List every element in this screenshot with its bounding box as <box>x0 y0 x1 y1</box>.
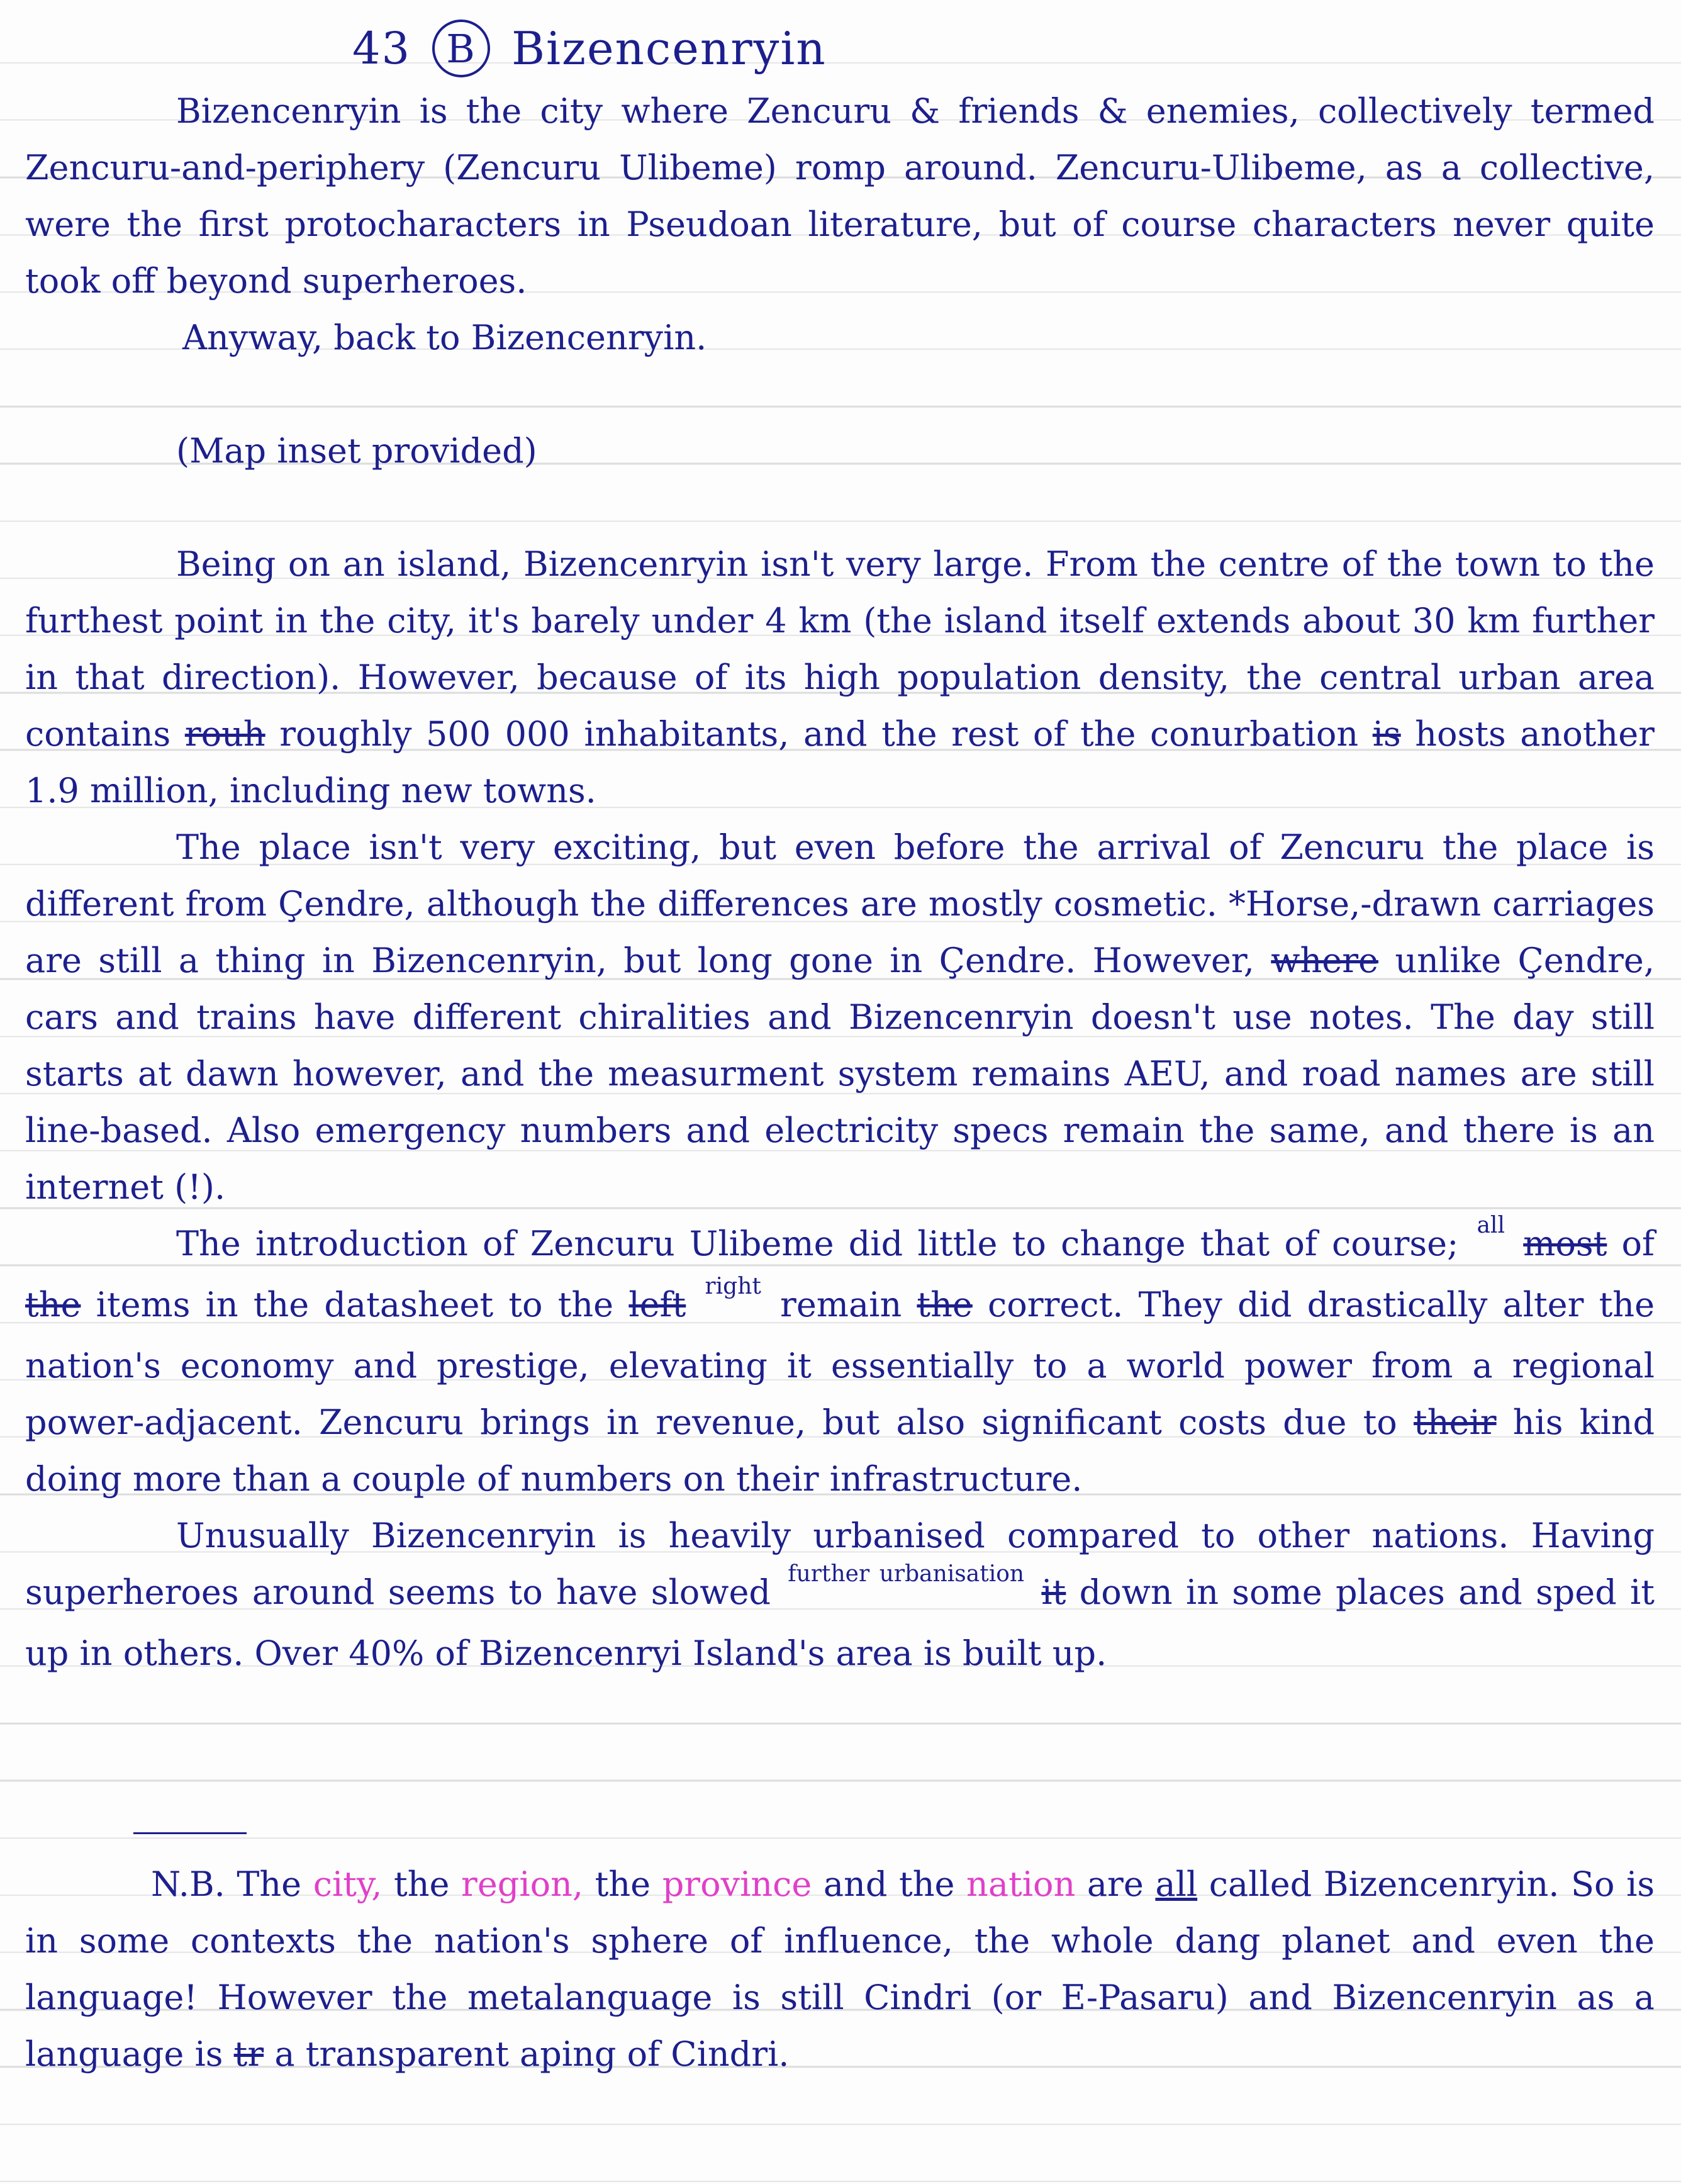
nb-the: the <box>595 1864 651 1904</box>
nb-and-the: and the <box>823 1864 955 1904</box>
footnote-divider <box>133 1832 247 1834</box>
intro-text-e: correct. They did drastically alter the nation's economy and prestige, elevating it essentially to a world power from a regional power-adjacent. Zencuru brings in revenue, but also significant costs due to <box>25 1285 1655 1442</box>
island-text-a: Being on an island, Bizencenryin isn't very large. From the centre of the town to the furthest point in the city, it's barely under 4 km (the island itself extends about 30 km further in that direction). However, because of its high population density, the central urban area contains <box>25 544 1655 754</box>
highlight-nation: nation <box>966 1864 1076 1904</box>
footnote-paragraph <box>25 1856 1655 2083</box>
struck-word: tr <box>233 2034 264 2074</box>
intro-text-c: items in the datasheet to the <box>96 1285 614 1324</box>
nb-are: are <box>1086 1864 1144 1904</box>
urban-text-b: down in some places and sped it up in others. Over 40% of Bizencenryi Island's area is built up. <box>25 1572 1655 1673</box>
spacer <box>25 366 1655 423</box>
paragraph-anyway: Anyway, back to Bizencenryin. <box>182 318 707 357</box>
struck-word: left <box>628 1285 686 1324</box>
place-text-b: unlike Çendre, cars and trains have different chiralities and Bizencenryin doesn't use notes. The day still starts at dawn however, and the measurment system remains AEU, and road names are still line-based. Also emergency numbers and electricity specs remain the same, and there is an internet (!). <box>25 941 1655 1207</box>
intro-text-b: of <box>1621 1224 1655 1263</box>
footnote <box>25 1856 1655 2083</box>
struck-word: it <box>1041 1572 1066 1612</box>
nb-label: N.B. The <box>151 1864 302 1904</box>
struck-word: the <box>917 1285 973 1324</box>
insertion-further-urbanisation: further urbanisation <box>788 1561 1025 1587</box>
place-text-a: The place isn't very exciting, but even before the arrival of Zencuru the place is different from Çendre, although the differences are mostly cosmetic. *Horse,-drawn carriages are still a thing in Bizencenryin, but long gone in Çendre. However, <box>25 827 1655 980</box>
intro-text-a: The introduction of Zencuru Ulibeme did little to change that of course; <box>176 1224 1459 1263</box>
intro-text-d: remain <box>780 1285 902 1324</box>
paragraph-place <box>25 819 1655 1216</box>
intro-text-f: his kind doing more than a couple of numbers on their infrastructure. <box>25 1403 1655 1499</box>
page-number: 43 <box>352 23 411 74</box>
body-text <box>25 83 1655 1682</box>
island-text-c: hosts another 1.9 million, including new towns. <box>25 714 1655 810</box>
struck-word: their <box>1414 1403 1497 1442</box>
highlight-city: city, <box>313 1864 383 1904</box>
struck-word: most <box>1523 1224 1607 1263</box>
insertion-right: right <box>705 1274 761 1299</box>
page-header <box>352 14 827 83</box>
nb-rest: called Bizencenryin. So is in some contexts the nation's sphere of influence, the whole dang planet and even the language! However the metalanguage is still Cindri (or E-Pasaru) and Bizencenryin as a language is <box>25 1864 1655 2074</box>
paragraph-urbanised <box>25 1508 1655 1682</box>
spacer <box>25 479 1655 536</box>
struck-word: where <box>1271 941 1378 980</box>
highlight-region: region, <box>461 1864 584 1904</box>
section-letter-badge <box>432 20 490 77</box>
page-title: Bizencenryin <box>511 22 827 75</box>
section-letter: B <box>446 25 476 72</box>
struck-word: the <box>25 1285 81 1324</box>
urban-text-a: Unusually Bizencenryin is heavily urbanised compared to other nations. Having superheroes around seems to have slowed <box>25 1516 1655 1612</box>
highlight-province: province <box>662 1864 812 1904</box>
map-inset-note: (Map inset provided) <box>176 431 537 471</box>
paragraph-island <box>25 536 1655 819</box>
insertion-all: all <box>1477 1212 1505 1238</box>
nb-end: a transparent aping of Cindri. <box>274 2034 790 2074</box>
struck-word: rouh <box>184 714 265 754</box>
island-text-b: roughly 500 000 inhabitants, and the rest of the conurbation <box>279 714 1359 754</box>
paragraph-introduction <box>25 1212 1655 1508</box>
struck-word: is <box>1372 714 1401 754</box>
paragraph-intro: Bizencenryin is the city where Zencuru & friends & enemies, collectively termed Zencuru-and-periphery (Zencuru Ulibeme) romp around. Zencuru-Ulibeme, as a collective, were the first protocharacters in Pseudoan literature, but of course characters never quite took off beyond superheroes. <box>25 91 1655 301</box>
nb-the: the <box>394 1864 450 1904</box>
underlined-all: all <box>1155 1864 1198 1904</box>
